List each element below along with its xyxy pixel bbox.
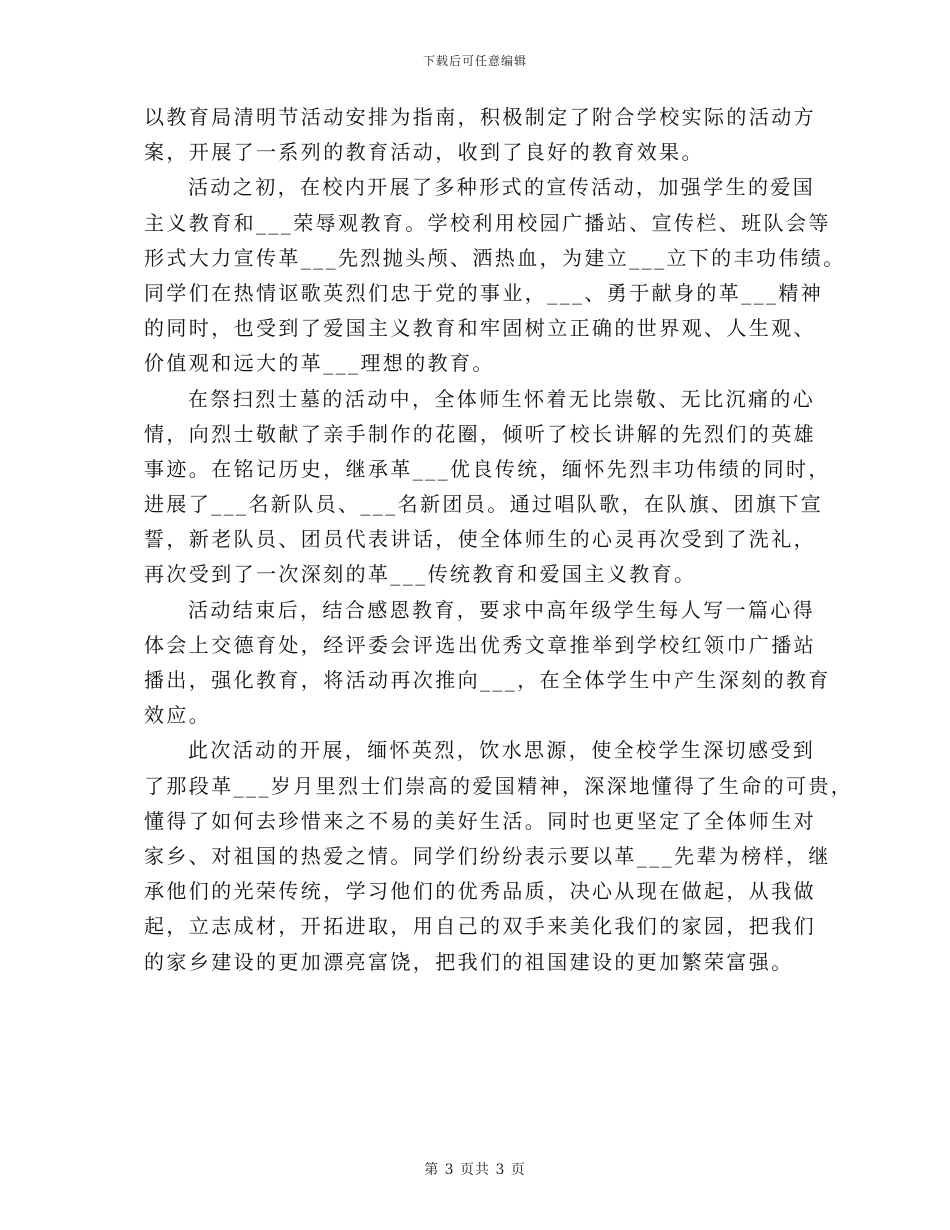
text-line: 效应。 [144, 703, 212, 728]
paragraph [144, 593, 831, 734]
text-line: 了那段革___岁月里烈士们崇高的爱国精神，深深地懂得了生命的可贵， [144, 773, 854, 798]
text-line: 以教育局清明节活动安排为指南，积极制定了附合学校实际的活动方 [144, 105, 816, 129]
text-line: 事迹。在铭记历史，继承革___优良传统，缅怀先烈丰功伟绩的同时， [144, 456, 831, 481]
text-line: 形式大力宣传革___先烈抛头颅、洒热血，为建立___立下的丰功伟绩。 [144, 245, 846, 270]
text-line: 体会上交德育处，经评委会评选出优秀文章推举到学校红领巾广播站 [144, 632, 816, 657]
text-line: 懂得了如何去珍惜来之不易的美好生活。同时也更坚定了全体师生对 [144, 808, 816, 833]
page-header: 下载后可任意编辑 [422, 54, 527, 68]
text-line: 的同时，也受到了爱国主义教育和牢固树立正确的世界观、人生观、 [144, 316, 816, 341]
text-line: 案，开展了一系列的教育活动，收到了良好的教育效果。 [144, 140, 704, 165]
text-line: 情，向烈士敬献了亲手制作的花圈，倾听了校长讲解的先烈们的英雄 [144, 421, 816, 446]
text-line: 起，立志成材，开拓进取，用自己的双手来美化我们的家园，把我们 [144, 914, 816, 939]
text-line: 的家乡建设的更加漂亮富饶，把我们的祖国建设的更加繁荣富强。 [144, 949, 794, 974]
text-line: 价值观和远大的革___理想的教育。 [144, 351, 495, 376]
text-line: 此次活动的开展，缅怀英烈，饮水思源，使全校学生深切感受到 [188, 738, 816, 763]
text-line: 主义教育和___荣辱观教育。学校利用校园广播站、宣传栏、班队会等 [144, 210, 831, 235]
page-footer: 第 3 页共 3 页 [424, 1162, 526, 1178]
paragraph [144, 170, 846, 381]
text-line: 播出，强化教育，将活动再次推向___，在全体学生中产生深刻的教育 [144, 668, 831, 692]
text-line: 誓，新老队员、团员代表讲话，使全体师生的心灵再次受到了洗礼， [144, 527, 816, 552]
text-line: 进展了___名新队员、___名新团员。通过唱队歌，在队旗、团旗下宣 [144, 492, 824, 517]
text-line: 再次受到了一次深刻的革___传统教育和爱国主义教育。 [144, 562, 697, 587]
paragraph [144, 100, 816, 170]
paragraph [144, 733, 854, 979]
document-body [144, 100, 854, 980]
text-line: 家乡、对祖国的热爱之情。同学们纷纷表示要以革___先辈为榜样，继 [144, 843, 831, 868]
text-line: 在祭扫烈士墓的活动中，全体师生怀着无比崇敬、无比沉痛的心 [188, 386, 816, 411]
paragraph [144, 382, 831, 593]
text-line: 承他们的光荣传统，学习他们的优秀品质，决心从现在做起，从我做 [144, 879, 816, 904]
text-line: 活动之初，在校内开展了多种形式的宣传活动，加强学生的爱国 [188, 175, 816, 200]
text-line: 同学们在热情讴歌英烈们忠于党的事业，___、勇于献身的革___精神 [144, 280, 824, 305]
text-line: 活动结束后，结合感恩教育，要求中高年级学生每人写一篇心得 [188, 597, 816, 622]
